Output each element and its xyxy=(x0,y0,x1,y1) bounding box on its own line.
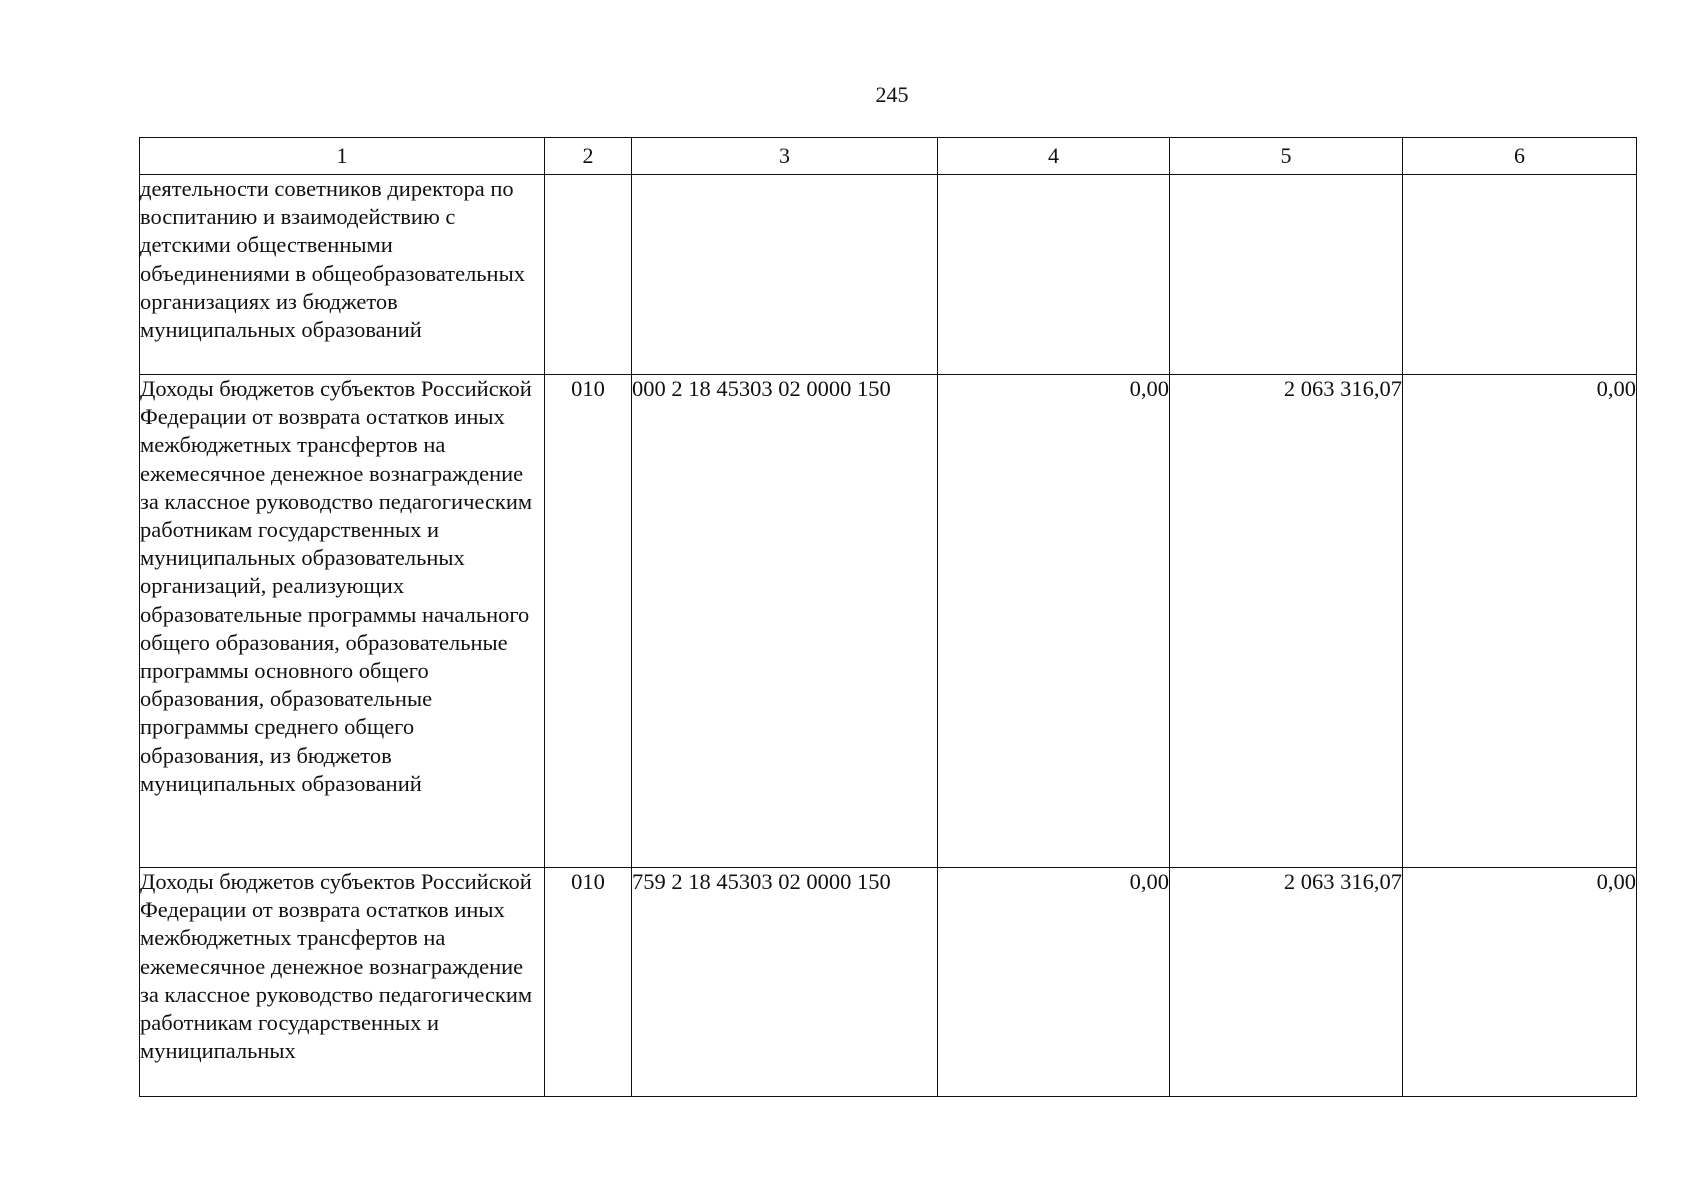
page-number: 245 xyxy=(875,82,909,107)
row-name-cell: Доходы бюджетов субъектов Российской Федерации от возврата остатков иных межбюджетных трансфертов на ежемесячное денежное вознаграждение за классное руководство педагогическим работникам государственных и муниципальных образовательных организаций, реализующих образовательные программы начального общего образования, образовательные программы основного общего образования, образовательные программы среднего общего образования, из бюджетов муниципальных образований xyxy=(140,375,545,868)
column-header-6: 6 xyxy=(1403,138,1637,175)
column-header-2: 2 xyxy=(545,138,632,175)
row-kbk-cell: 759 2 18 45303 02 0000 150 xyxy=(632,868,938,1097)
table-header-row xyxy=(140,138,1637,175)
row-code-cell xyxy=(545,175,632,375)
row-value-col4 xyxy=(938,175,1170,375)
row-value-col6: 0,00 xyxy=(1403,868,1637,1097)
row-code-cell: 010 xyxy=(545,868,632,1097)
table-row xyxy=(140,868,1637,1097)
column-header-3: 3 xyxy=(632,138,938,175)
row-value-col6 xyxy=(1403,175,1637,375)
row-name-cell: деятельности советников директора по воспитанию и взаимодействию с детскими общественными объединениями в общеобразовательных организациях из бюджетов муниципальных образований xyxy=(140,175,545,375)
column-header-4: 4 xyxy=(938,138,1170,175)
row-value-col5 xyxy=(1170,175,1403,375)
row-kbk-cell xyxy=(632,175,938,375)
row-kbk-cell: 000 2 18 45303 02 0000 150 xyxy=(632,375,938,868)
row-name-cell: Доходы бюджетов субъектов Российской Федерации от возврата остатков иных межбюджетных трансфертов на ежемесячное денежное вознаграждение за классное руководство педагогическим работникам государственных и муниципальных xyxy=(140,868,545,1097)
budget-revenue-table xyxy=(139,137,1637,1097)
table-row xyxy=(140,375,1637,868)
column-header-5: 5 xyxy=(1170,138,1403,175)
row-code-cell: 010 xyxy=(545,375,632,868)
row-value-col4: 0,00 xyxy=(938,375,1170,868)
row-value-col5: 2 063 316,07 xyxy=(1170,868,1403,1097)
row-value-col4: 0,00 xyxy=(938,868,1170,1097)
table-row xyxy=(140,175,1637,375)
column-header-1: 1 xyxy=(140,138,545,175)
row-value-col6: 0,00 xyxy=(1403,375,1637,868)
row-value-col5: 2 063 316,07 xyxy=(1170,375,1403,868)
